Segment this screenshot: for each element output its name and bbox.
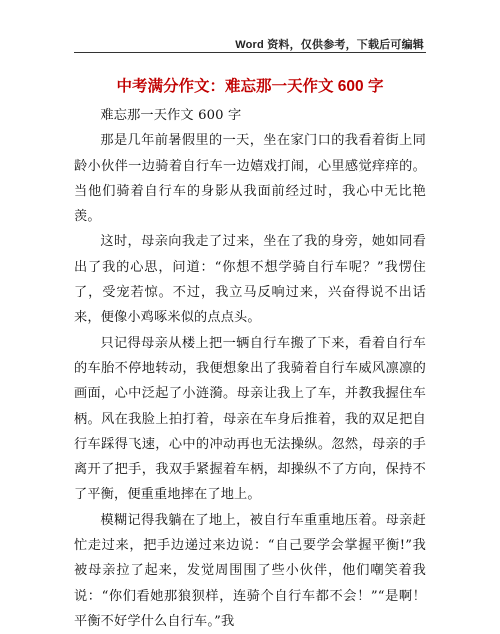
document-subtitle: 难忘那一天作文 600 字 [100, 108, 242, 123]
paragraph-4: 模糊记得我躺在了地上，被自行车重重地压着。母亲赶忙走过来，把手边递过来边说：“自己要学会掌握平衡!”我被母亲拉了起来，发觉周围围了些小伙伴，他们嘲笑着我说：“你们看她那狼狈样，连骑个自行车都不会！”“是啊！平衡不好学什么自行车。”我 [74, 512, 426, 629]
paragraph-3: 只记得母亲从楼上把一辆自行车搬了下来，看着自行车的车胎不停地转动，我便想象出了我骑着自行车威风凛凛的画面，心中泛起了小涟漪。母亲让我上了车，并教我握住车柄。风在我脸上拍打着，母亲在车身后推着，我的双足把自行车踩得飞速，心中的冲动再也无法操纵。忽然，母亲的手离开了把手，我双手紧握着车柄，却操纵不了方向，保持不了平衡，便重重地摔在了地上。 [74, 335, 426, 503]
document-body [74, 103, 426, 634]
paragraph-2: 这时，母亲向我走了过来，坐在了我的身旁，她如同看出了我的心思，问道：“你想不想学骑自行车呢？”我愣住了，受宠若惊。不过，我立马反响过来，兴奋得说不出话来，便像小鸡啄米似的点点头。 [74, 234, 426, 326]
document-title: 中考满分作文：难忘那一天作文 600 字 [116, 78, 384, 95]
paragraph-1: 那是几年前暑假里的一天，坐在家门口的我看着街上同龄小伙伴一边骑着自行车一边嬉戏打闹，心里感觉痒痒的。当他们骑着自行车的身影从我面前经过时，我心中无比艳羡。 [74, 133, 426, 225]
header-note: Word 资料，仅供参考，下载后可编辑 [235, 39, 424, 51]
header-divider [74, 52, 426, 53]
